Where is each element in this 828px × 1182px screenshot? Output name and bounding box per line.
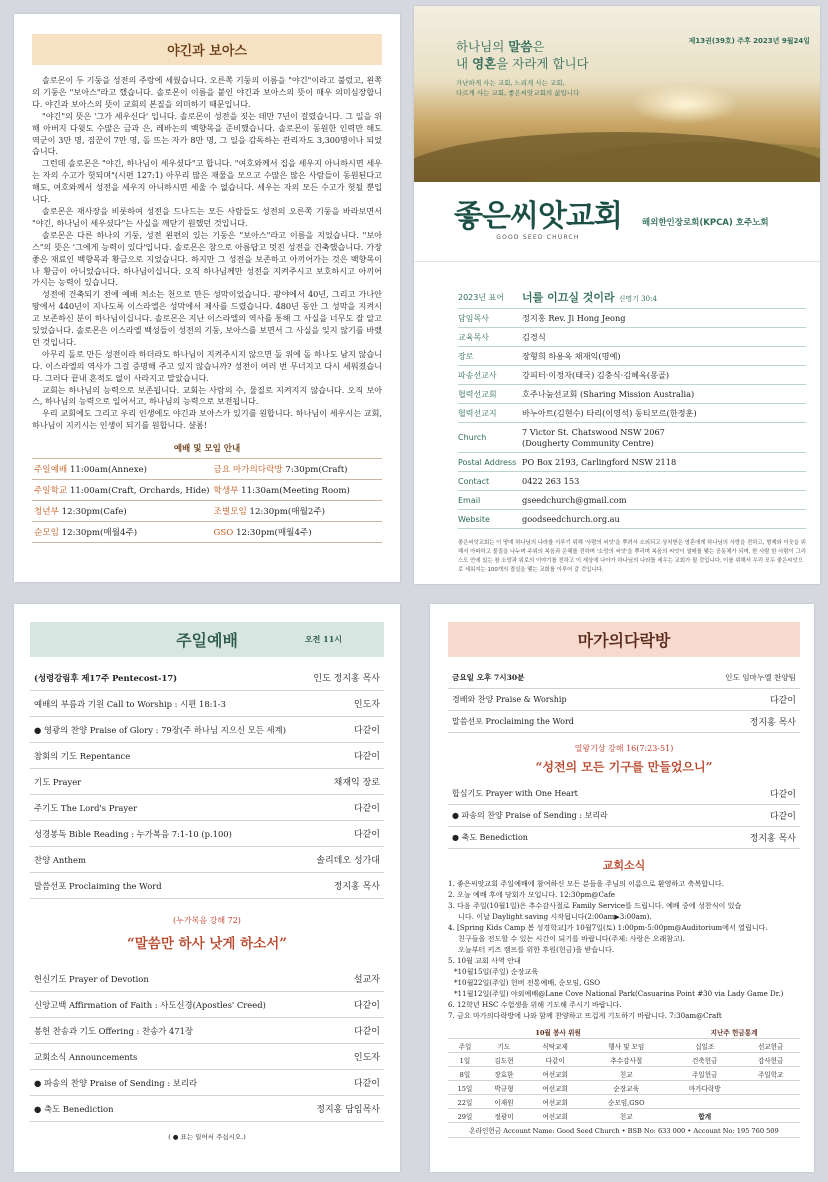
table-row [448,1109,800,1123]
table-cell: 15일 [448,1081,482,1095]
table-cell: 순장교육 [584,1081,668,1095]
worship-item: 기도 Prayer 채재익 장로 [30,769,384,795]
worship-item: 참회의 기도 Repentance 다같이 [30,743,384,769]
cover-image [414,6,820,182]
table-cell: 22일 [448,1095,482,1109]
table-cell: 정광미 [482,1109,526,1123]
info-row-motto: 2023년 표어 너를 이끄실 것이라 신명기 30:4 [458,286,806,309]
essay-paragraph: 그런데 솔로몬은 "야긴, 하나님이 세우셨다"고 합니다. "여호와께서 집을 세우지 아니하시면 세우는 자의 수고가 헛되며"(시편 127:1) 아무리 많은 재물을 모으고 수많은 많은 사람들이 동원된다고 해도, 여호와께서 성전을 세우지 아니하시면 세울 수 없습니다. 세우는 자의 모든 수고가 헛될 뿐입니다. [32,158,382,205]
schedule-item: 학생부 11:30am(Meeting Room) [212,480,382,501]
worship-item: ● 영광의 찬양 Praise of Glory : 79장(주 하나님 지으신 모든 세계) 다같이 [30,717,384,743]
worship-item: (성령강림후 제17주 Pentecost-17) 인도 정지홍 목사 [30,665,384,691]
sermon-reference: (누가복음 강해 72) [173,916,241,925]
friday-item: 합심기도 Prayer with One Heart 다같이 [448,783,800,805]
essay-paragraph: 솔로몬은 다른 하나의 기둥, 성전 왼편의 있는 기둥은 "보아스"라고 이름을 지었습니다. "보아스"의 뜻은 '그에게 능력이 있다'입니다. 솔로몬은 참으로 아름답고 멋진 성전을 건축했습니다. 가장 좋은 재료인 백향목과 황금으로 지었습니다. 하지만 그 성전을 보존하고 아끼어가는 것은 백향목이나 황금이 아니었습니다. 하나님이십니다. 오직 하나님께만 성전을 지켜주시고 보호하시고 아끼어 가시는 능력이 있습니다. [32,229,382,288]
essay-paragraph: 교회는 하나님의 능력으로 보존됩니다. 교회는 사람의 수, 물질로 지켜지지 않습니다. 오직 보아스, 하나님의 능력으로 일어서고, 하나님의 능력으로 보전됩니다. [32,384,382,407]
essay-paragraph: 성전에 건축되기 전에 예배 처소는 천으로 만든 성막이었습니다. 광야에서 40년, 그리고 가나안 땅에서 440년이 지나도록 이스라엘은 성막에서 제사를 드렸습니다. 480년 동안 그 성막을 지켜시고 보존하신 분이 하나님이십니다. 솔로몬은 지난 이스라엘의 역사를 통해 그 사실을 너무도 잘 알고 있었습니다. 솔로몬은 이스라엘 백성들이 성전의 기둥, 보아스를 보면서 그 사실을 잊지 않기를 바랬던 것입니다. [32,289,382,347]
friday-title: 마가의다락방 [448,622,800,657]
schedule-item: 금요 마가의다락방 7:30pm(Craft) [212,459,382,480]
news-item: 4. [Spring Kids Camp 봄 성경학교]가 10월7일(토) 1:00pm-5:00pm@Auditorium에서 열립니다. [448,923,768,932]
table-cell: 주일헌금 [668,1067,741,1081]
table-cell [741,1095,800,1109]
news-item: 니다. 이날 Daylight saving 시작됩니다(2:00am▶3:00am). [458,912,652,921]
table-cell: 여선교회 [526,1095,585,1109]
schedule-item: 순모임 12:30pm(매월4주) [32,522,212,543]
info-row: 담임목사 정지홍 Rev. Ji Hong Jeong [458,309,806,328]
friday-item: 경배와 찬양 Praise & Worship 다같이 [448,689,800,711]
info-row: 파송선교사 강피터·이정자(태국) 김충식·김혜옥(몽골) [458,366,806,385]
essay-title: 야긴과 보아스 [32,34,382,65]
friday-item: 금요일 오후 7시30분 인도 임마누엘 찬양팀 [448,667,800,689]
table-cell: 합계 [668,1109,741,1123]
news-item: 1. 좋은씨앗교회 주일예배에 참여하신 모든 분들을 주님의 이름으로 환영하고 축복합니다. [448,879,725,888]
news-item: 6. 12학년 HSC 수험생을 위해 기도해 주시기 바랍니다. [448,1000,622,1009]
worship-item: 성경봉독 Bible Reading : 누가복음 7:1-10 (p.100) 다같이 [30,821,384,847]
info-row: Postal Address PO Box 2193, Carlingford NSW 2118 [458,453,806,472]
table-cell: 장효한 [482,1067,526,1081]
table-cell: 친교 [584,1109,668,1123]
table-cell: 29일 [448,1109,482,1123]
table-cell: 여선교회 [526,1081,585,1095]
table-cell: 여선교회 [526,1109,585,1123]
table-cell: 감사헌금 [741,1053,800,1067]
friday-order [448,667,800,733]
schedule-item: 조별모임 12:30pm(매월2주) [212,501,382,522]
table-header-cell: 기도 [482,1039,526,1053]
church-logo-row [414,182,820,262]
page-sunday-worship [14,604,400,1172]
info-row: 협력선교회 호주나눔선교회 (Sharing Mission Australia) [458,385,806,404]
news-item: 3. 다음 주일(10월1일)은 추수감사절로 Family Service를 드립니다. 예배 중에 성찬식이 있습 [448,901,742,910]
table-row [448,1067,800,1081]
table-cell: 건축헌금 [668,1053,741,1067]
table-cell: 다같이 [526,1053,585,1067]
table-header-service: 10월 봉사 위원 [448,1025,668,1039]
cover-subheadline: 가난하게 사는 교회, 느리게 사는 교회, 다르게 사는 교회, 좋은씨앗교회의 삶입니다 [456,79,580,97]
church-logo-subtitle: GOOD SEED CHURCH [496,234,580,241]
friday-order-after [448,783,800,849]
news-item: *10월15일(주일) 순장교육 [454,967,539,976]
table-header-cell: 십일조 [668,1039,741,1053]
table-header-offering: 지난주 헌금통계 [668,1025,800,1039]
news-item: 2. 오늘 예배 후에 당회가 모입니다. 12:30pm@Cafe [448,890,615,899]
service-offering-table [448,1025,800,1123]
essay-body [32,75,382,432]
worship-item: ● 파송의 찬양 Praise of Sending : 보리라 다같이 [30,1070,384,1096]
table-header-cell: 선교헌금 [741,1039,800,1053]
cover-headline: 하나님의 말씀은 내 영혼을 자라게 합니다 [456,39,589,71]
table-header-cell: 식탁교제 [526,1039,585,1053]
worship-item: ● 축도 Benediction 정지홍 담임목사 [30,1096,384,1122]
friday-sermon-title: “성전의 모든 기구를 만들었으니” [535,760,713,774]
table-cell: 박규형 [482,1081,526,1095]
worship-title: 주일예배 오전 11시 [30,622,384,657]
table-cell: 이재원 [482,1095,526,1109]
info-row-website: Website goodseedchurch.org.au [458,510,806,529]
worship-item: 교회소식 Announcements 인도자 [30,1044,384,1070]
schedule-item: 청년부 12:30pm(Cafe) [32,501,212,522]
volume-date: 제13권(39호) 주후 2023년 9월24일 [688,37,810,45]
table-cell: 친교 [584,1067,668,1081]
essay-paragraph: 아무리 돌로 만든 성전이라 하더라도 하나님이 지켜주시지 않으면 돌 위에 돌 하나도 남지 않습니다. 이스라엘의 역사가 그걸 증명해 주고 있지 않습니까? 성전이 여러 번 무너지고 다시 세워졌습니다. 그러다 끝내 흔적도 없이 사라지고 말았습니다. [32,348,382,383]
page-essay [14,14,400,582]
schedule-item: 주일예배 11:00am(Annexe) [32,459,212,480]
table-cell: 주일학교 [741,1067,800,1081]
church-logo [454,199,622,241]
sermon-title: “말씀만 하사 낫게 하소서” [126,936,288,952]
friday-item: ● 파송의 찬양 Praise of Sending : 보리라 다같이 [448,805,800,827]
worship-item: 예배의 부름과 기원 Call to Worship : 시편 18:1-3 인도자 [30,691,384,717]
table-cell: 여선교회 [526,1067,585,1081]
table-cell [668,1095,741,1109]
worship-item: 신앙고백 Affirmation of Faith : 사도신경(Apostles' Creed) 다같이 [30,992,384,1018]
worship-item: 찬양 Anthem 솔리데오 성가대 [30,847,384,873]
page-friday-and-news [430,604,814,1172]
table-cell: 순모임,GSO [584,1095,668,1109]
page-cover [414,6,820,584]
news-item: 오늘부터 키즈 캠프를 위한 후원(헌금)을 받습니다. [458,945,615,954]
table-cell: 추수감사절 [584,1053,668,1067]
standing-note: ( ● 표는 일어서 주십시오.) [168,1133,246,1141]
order-of-worship [30,665,384,899]
schedule-title: 예배 및 모임 안내 [32,442,382,459]
table-row [448,1081,800,1095]
info-row: 장로 장형희 하용옥 채재익(명예) [458,347,806,366]
table-cell: 8일 [448,1067,482,1081]
info-row: Contact 0422 263 153 [458,472,806,491]
essay-paragraph: "야긴"의 뜻은 '그가 세우신다' 입니다. 솔로몬이 성전을 짓는 데만 7년이 걸렸습니다. 그 일을 위해 아버지 다윗도 수많은 금과 은, 레바논의 백향목을 준비했습니다. 솔로몬이 동원한 인력만 해도 역군이 3만 명, 짐꾼이 7만 명, 돌 뜨는 자가 8만 명, 그 일을 감독하는 관리자도 3,300명이나 되었습니다. [32,110,382,157]
worship-time: 오전 11시 [304,634,342,644]
table-cell: 김도현 [482,1053,526,1067]
schedule-item: GSO 12:30pm(매월4주) [212,522,382,543]
table-header-row [448,1039,800,1053]
news-item: 친구들을 전도할 수 있는 시간이 되기를 바랍니다(주제: 사랑은 오래참고). [458,934,685,943]
church-info [414,262,820,529]
table-cell [741,1081,800,1095]
table-cell: 1일 [448,1053,482,1067]
info-row-email: Email gseedchurch@gmail.com [458,491,806,510]
info-row: 교육목사 김경식 [458,328,806,347]
news-title: 교회소식 [602,859,646,872]
presbytery-name: 해외한인장로회(KPCA) 호주노회 [641,217,769,228]
info-row: 협력선교지 바누아트(김현수) 타리(이영석) 동티모르(한정훈) [458,404,806,423]
news-item: *10월22일(주일) 헌버 전통예배, 순모임, GSO [454,978,601,987]
table-cell: 마가다락방 [668,1081,741,1095]
friday-item: ● 축도 Benediction 정지홍 목사 [448,827,800,849]
friday-item: 말씀선포 Proclaiming the Word 정지홍 목사 [448,711,800,733]
order-of-worship-after [30,966,384,1122]
church-vision: 좋은씨앗교회는 이 땅에 하나님의 나라를 이루기 위해 '사람의 씨앗'을 뿌려서 소외되고 상처받은 영혼에게 하나님의 사랑을 전하고, 형제와 이웃을 위해서 아파하고 물질을 나누며 주위의 복음과 은혜를 전하며 '소망의 씨앗'을 뿌리며 복음의 씨앗이 열매를 맺는 공동체가 되며, 한 사람 한 사람이 그리스도 안에 있는 참 소망과 위로의 이야기를 전하고 이 세상에 나아가 하나님의 나라를 세우는 교회가 될 것입니다. 이를 위해서 우리 모두 좋은씨앗으로 세워지는 100개의 결실을 맺는 교회를 이루어 갈 것입니다. [458,540,806,573]
table-header-cell: 행사 및 모임 [584,1039,668,1053]
hill-shape [414,132,820,182]
online-offering-account: 온라인헌금 Account Name: Good Seed Church • BSB No: 633 000 • Account No: 195 760 509 [448,1123,800,1138]
worship-item: 헌신기도 Prayer of Devotion 설교자 [30,966,384,992]
worship-item: 주기도 The Lord's Prayer 다같이 [30,795,384,821]
table-row [448,1095,800,1109]
essay-paragraph: 솔로몬이 두 기둥을 성전의 주랑에 세웠습니다. 오른쪽 기둥의 이름을 "야긴"이라고 불렀고, 왼쪽의 기둥은 "보아스"라고 했습니다. 솔로몬이 이름을 붙인 야긴과 보아스의 뜻이 매우 의미심장합니다. 야긴과 보아스의 뜻이 교회의 본질을 의미하기 때문입니다. [32,75,382,109]
worship-item: 봉헌 찬송과 기도 Offering : 찬송가 471장 다같이 [30,1018,384,1044]
table-row [448,1053,800,1067]
church-logo-text: 좋은씨앗교회 [454,199,622,234]
motto: 너를 이끄실 것이라 [522,291,615,304]
table-cell [741,1109,800,1123]
friday-sermon-reference: 열왕기상 강해 16(7:23-51) [574,744,674,753]
schedule-grid [32,459,382,543]
news-item: 5. 10월 교회 사역 안내 [448,956,521,965]
news-item: *11월12일(주일) 야외예배@Lane Cove National Park(Casuarina Point #30 via Lady Game Dr.) [454,989,784,998]
info-row-church-address: Church 7 Victor St. Chatswood NSW 2067 (Dougherty Community Centre) [458,423,806,453]
news-list [448,878,800,1021]
schedule-item: 주일학교 11:00am(Craft, Orchards, Hide) [32,480,212,501]
essay-paragraph: 솔로몬은 재사장을 비롯하여 성전을 드나드는 모든 사람들도 성전의 오른쪽 기둥을 바라보면서 "야긴, 하나님이 세우셨다"는 사실을 깨닫기 원했던 것입니다. [32,205,382,228]
worship-item: 말씀선포 Proclaiming the Word 정지홍 목사 [30,873,384,899]
essay-paragraph: 우리 교회에도 그리고 우리 인생에도 야긴과 보아스가 있기를 원합니다. 하나님이 세우시는 교회, 하나님이 지키시는 인생이 되기를 원합니다. 샬롬! [32,408,382,431]
news-item: 7. 금요 마가의다락방에 나와 함께 찬양하고 뜨겁게 기도하기 바랍니다. 7:30am@Craft [448,1011,722,1020]
sun-glow [630,84,740,124]
table-header-cell: 주일 [448,1039,482,1053]
